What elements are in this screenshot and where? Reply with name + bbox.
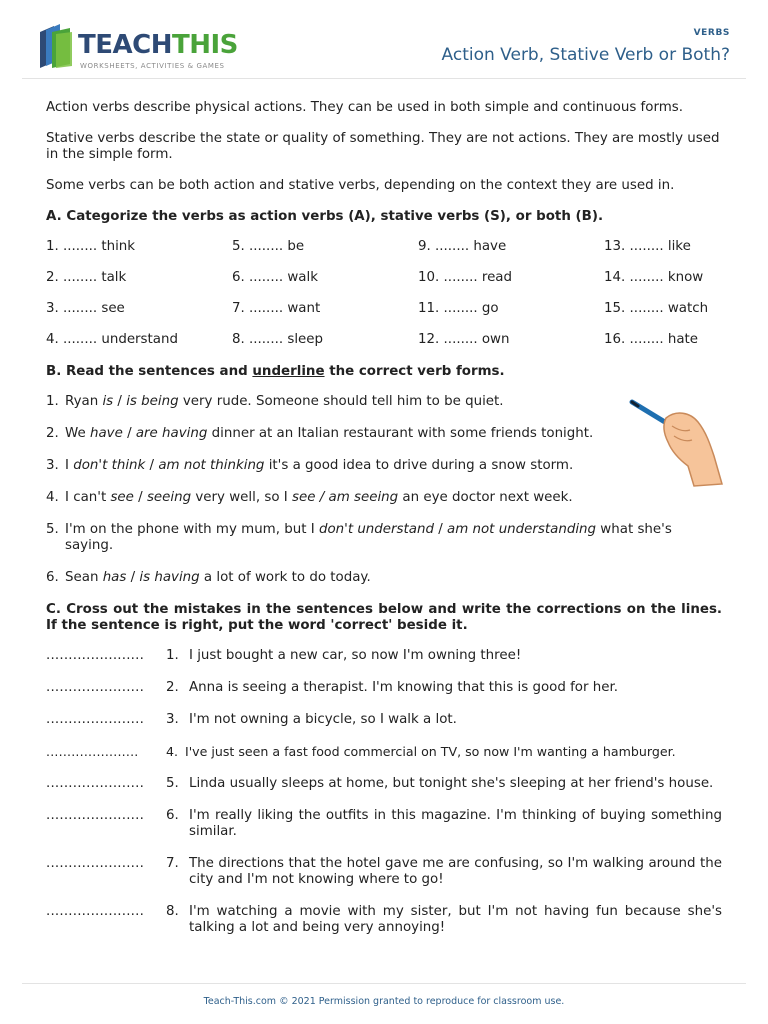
text-run: / (122, 426, 136, 441)
worksheet-body (46, 100, 722, 952)
heading-underlined-word: underline (252, 364, 325, 379)
page-footer (22, 983, 746, 1007)
logo-word-this: THIS (171, 30, 238, 60)
correction-item (46, 744, 722, 760)
item-text: I'm not owning a bicycle, so I walk a lot. (189, 712, 457, 727)
heading-text: the correct verb forms. (324, 364, 505, 379)
text-run: what she's saying. (65, 522, 672, 553)
verb-item: 9. ........ have (418, 239, 507, 254)
copyright-text: Teach-This.com © 2021 Permission granted to reproduce for classroom use. (203, 996, 565, 1007)
text-run: I'm on the phone with my mum, but I (65, 522, 319, 537)
sentence-text (65, 490, 722, 506)
answer-blank[interactable]: ...................... (46, 744, 139, 759)
topic-label: VERBS (693, 28, 730, 38)
section-c-heading: C. Cross out the mistakes in the sentences below and write the corrections on the lines. If the sentence is right, put the word 'correct' beside it. (46, 602, 722, 633)
option-text: is being (126, 394, 179, 409)
option-text: see / am seeing (292, 490, 399, 505)
sentence-item (46, 522, 722, 554)
correction-item (46, 856, 722, 888)
text-run: / (113, 394, 127, 409)
option-text: is having (139, 570, 200, 585)
item-number: 7. (166, 856, 179, 871)
text-run: I can't (65, 490, 111, 505)
text-run: / (145, 458, 159, 473)
answer-blank[interactable]: ...................... (46, 856, 145, 871)
section-b-heading (46, 364, 722, 380)
text-run: / (433, 522, 447, 537)
verb-item: 12. ........ own (418, 332, 510, 347)
sentence-item (46, 458, 722, 474)
answer-blank[interactable]: ...................... (46, 648, 145, 663)
verb-item: 10. ........ read (418, 270, 513, 285)
verb-item: 2. ........ talk (46, 270, 127, 285)
teach-this-logo (36, 22, 256, 70)
answer-blank[interactable]: ...................... (46, 680, 145, 695)
intro-paragraph: Action verbs describe physical actions. They can be used in both simple and continuous forms. (46, 100, 684, 115)
option-text: are having (135, 426, 208, 441)
correction-item (46, 648, 722, 664)
answer-blank[interactable]: ...................... (46, 904, 145, 919)
verb-grid (46, 239, 722, 348)
verb-item: 4. ........ understand (46, 332, 178, 347)
item-number: 3. (166, 712, 179, 727)
verb-item: 5. ........ be (232, 239, 305, 254)
book-logo-icon (36, 24, 76, 70)
correction-item (46, 808, 722, 840)
item-text: I just bought a new car, so now I'm owning three! (189, 648, 522, 663)
text-run: dinner at an Italian restaurant with some friends tonight. (207, 426, 594, 441)
option-text: am not understanding (447, 522, 597, 537)
item-text: I'm watching a movie with my sister, but I'm not having fun because she's talking a lot and being very annoying! (189, 904, 722, 935)
sentence-number: 1. (46, 394, 59, 409)
text-run: very rude. Someone should tell him to be quiet. (178, 394, 504, 409)
verb-item: 6. ........ walk (232, 270, 318, 285)
option-text: am not thinking (158, 458, 265, 473)
option-text: has (102, 570, 127, 585)
intro-paragraph: Stative verbs describe the state or quality of something. They are not actions. They are mostly used in the simple form. (46, 131, 720, 162)
option-text: see (110, 490, 134, 505)
option-text: seeing (146, 490, 192, 505)
sentence-number: 2. (46, 426, 59, 441)
verb-item: 14. ........ know (604, 270, 704, 285)
text-run: very well, so I (191, 490, 293, 505)
item-number: 4. (166, 744, 179, 759)
sentence-number: 3. (46, 458, 59, 473)
text-run: it's a good idea to drive during a snow storm. (264, 458, 574, 473)
logo-wordmark (78, 30, 238, 60)
correction-item (46, 776, 722, 792)
text-run: an eye doctor next week. (398, 490, 573, 505)
item-text: Anna is seeing a therapist. I'm knowing that this is good for her. (189, 680, 619, 695)
text-run: a lot of work to do today. (199, 570, 371, 585)
verb-item: 8. ........ sleep (232, 332, 324, 347)
verb-item: 16. ........ hate (604, 332, 699, 347)
sentence-text (65, 394, 645, 410)
answer-blank[interactable]: ...................... (46, 712, 145, 727)
correction-item (46, 712, 722, 728)
sentence-item (46, 426, 722, 442)
sentence-item (46, 394, 722, 410)
sentence-number: 6. (46, 570, 59, 585)
item-number: 5. (166, 776, 179, 791)
option-text: have (89, 426, 123, 441)
item-number: 2. (166, 680, 179, 695)
hand-writing-illustration (628, 396, 724, 488)
option-text: is (102, 394, 114, 409)
item-text: The directions that the hotel gave me are confusing, so I'm walking around the city and I'm not knowing where to go! (189, 856, 722, 887)
answer-blank[interactable]: ...................... (46, 808, 145, 823)
sentence-text (65, 426, 645, 442)
item-number: 1. (166, 648, 179, 663)
sentence-text (65, 570, 722, 586)
logo-tagline: WORKSHEETS, ACTIVITIES & GAMES (80, 62, 225, 70)
verb-item: 7. ........ want (232, 301, 321, 316)
verb-item: 11. ........ go (418, 301, 499, 316)
text-run: I (65, 458, 74, 473)
correction-item (46, 680, 722, 696)
answer-blank[interactable]: ...................... (46, 776, 145, 791)
sentence-item (46, 570, 722, 586)
heading-text: B. Read the sentences and (46, 364, 253, 379)
text-run: / (126, 570, 140, 585)
item-number: 6. (166, 808, 179, 823)
item-number: 8. (166, 904, 179, 919)
text-run: We (65, 426, 90, 441)
verb-item: 3. ........ see (46, 301, 125, 316)
text-run: Ryan (65, 394, 103, 409)
sentence-item (46, 490, 722, 506)
text-run: / (133, 490, 147, 505)
verb-item: 13. ........ like (604, 239, 691, 254)
verb-item: 15. ........ watch (604, 301, 709, 316)
logo-word-teach: TEACH (78, 30, 172, 60)
page-title: Action Verb, Stative Verb or Both? (441, 45, 730, 65)
section-a-heading: A. Categorize the verbs as action verbs (A), stative verbs (S), or both (B). (46, 209, 604, 224)
sentence-number: 5. (46, 522, 59, 537)
page-header (22, 18, 746, 79)
item-text: Linda usually sleeps at home, but tonight she's sleeping at her friend's house. (189, 776, 714, 791)
sentence-text (65, 458, 645, 474)
item-text: I'm really liking the outfits in this magazine. I'm thinking of buying something similar. (189, 808, 722, 839)
correction-item (46, 904, 722, 936)
sentence-number: 4. (46, 490, 59, 505)
text-run: Sean (65, 570, 103, 585)
verb-item: 1. ........ think (46, 239, 136, 254)
sentence-text (65, 522, 722, 554)
intro-paragraph: Some verbs can be both action and stative verbs, depending on the context they are used in. (46, 178, 675, 193)
option-text: don't understand (318, 522, 434, 537)
option-text: don't think (73, 458, 146, 473)
item-text: I've just seen a fast food commercial on TV, so now I'm wanting a hamburger. (185, 744, 676, 759)
